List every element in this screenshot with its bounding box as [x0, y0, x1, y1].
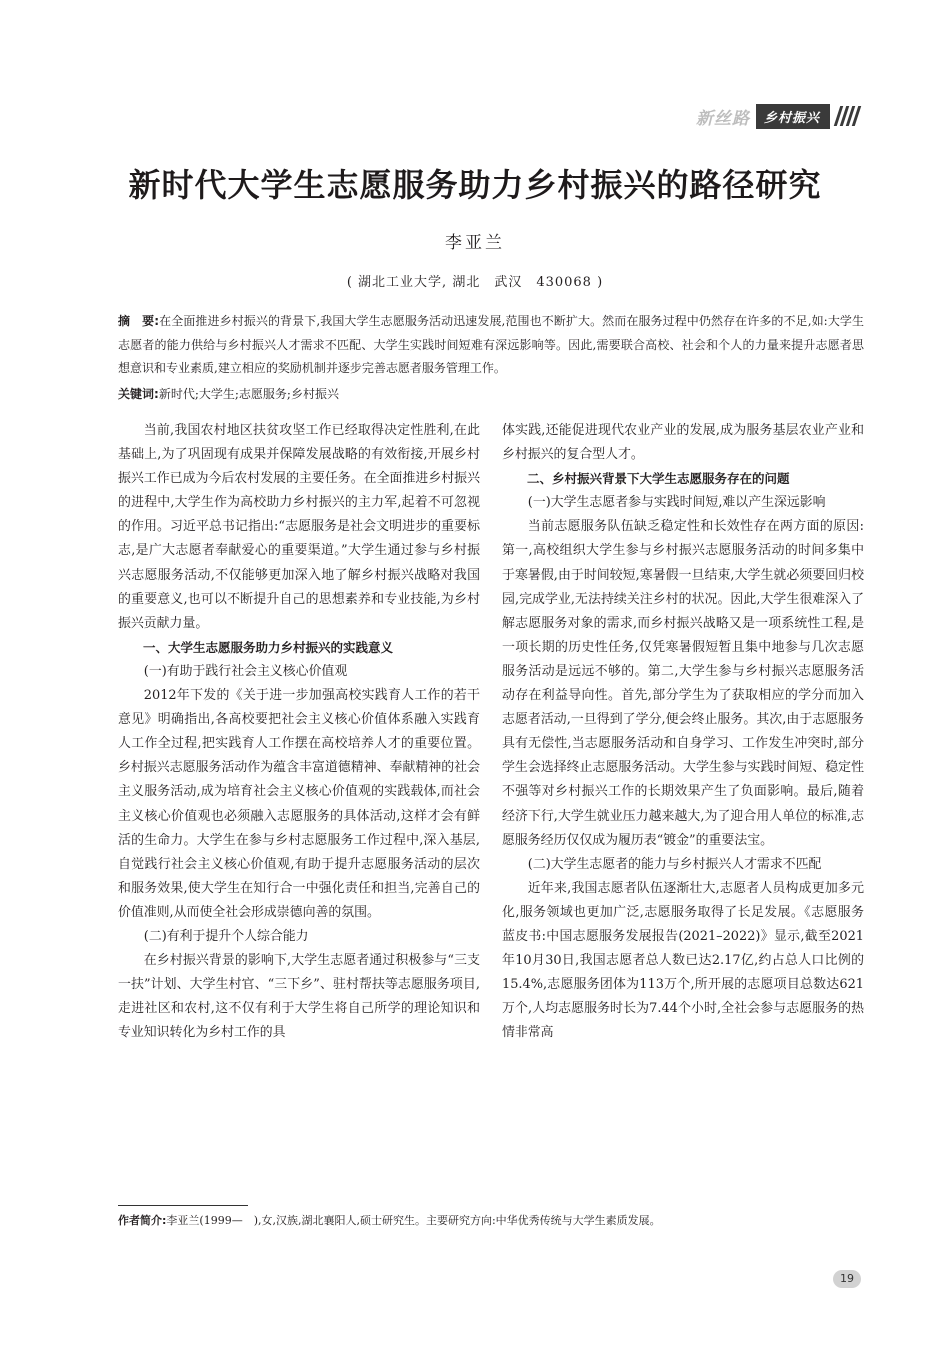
subsection-heading: (二)大学生志愿者的能力与乡村振兴人才需求不匹配: [527, 856, 822, 872]
paragraph: 2012年下发的《关于进一步加强高校实践育人工作的若干意见》明确指出,各高校要把社会主义核心价值体系融入实践育人工作全过程,把实践育人工作摆在高校培养人才的重要位置。乡村振兴志愿服务活动作为蕴含丰富道德精神、奉献精神的社会主义服务活动,成为培育社会主义核心价值观的实践载体,而社会主义核心价值观也必须融入志愿服务的具体活动,这样才会有鲜活的生命力。大学生在参与乡村志愿服务工作过程中,深入基层,自觉践行社会主义核心价值观,有助于提升志愿服务活动的层次和服务效果,使大学生在知行合一中强化责任和担当,完善自己的价值准则,从而使全社会形成崇德向善的氛围。: [118, 688, 480, 920]
subsection-heading: (一)有助于践行社会主义核心价值观: [143, 663, 348, 679]
footnote-text: 李亚兰(1999— ),女,汉族,湖北襄阳人,硕士研究生。主要研究方向:中华优秀传统与大学生素质发展。: [166, 1214, 661, 1227]
journal-brand: 新丝路: [695, 108, 750, 129]
abstract: [118, 310, 864, 381]
footnote-divider: [118, 1205, 248, 1206]
keywords: [118, 384, 864, 404]
subsection-heading: (一)大学生志愿者参与实践时间短,难以产生深远影响: [527, 495, 826, 511]
page-number: 19: [833, 1270, 861, 1288]
paragraph: 在乡村振兴背景的影响下,大学生志愿者通过积极参与“三支一扶”计划、大学生村官、“三下乡”、驻村帮扶等志愿服务项目,走进社区和农村,这不仅有利于大学生将自己所学的理论知识和专业知识转化为乡村工作的具: [118, 953, 480, 1041]
body-column-left: [118, 419, 480, 1045]
keywords-label: 关键词:: [118, 387, 159, 401]
paragraph: 体实践,还能促进现代农业产业的发展,成为服务基层农业产业和乡村振兴的复合型人才。: [502, 423, 864, 463]
section-label: 乡村振兴: [756, 104, 830, 129]
footnote-label: 作者简介:: [118, 1214, 167, 1227]
abstract-text: 在全面推进乡村振兴的背景下,我国大学生志愿服务活动迅速发展,范围也不断扩大。然而在服务过程中仍然存在许多的不足,如:大学生志愿者的能力供给与乡村振兴人才需求不匹配、大学生实践时间短难有深远影响等。因此,需要联合高校、社会和个人的力量来提升志愿者思想意识和专业素质,建立相应的奖励机制并逐步完善志愿者服务管理工作。: [118, 314, 864, 375]
author-name: 李亚兰: [445, 233, 505, 253]
article-title: 新时代大学生志愿服务助力乡村振兴的路径研究: [128, 166, 822, 204]
paragraph: 当前志愿服务队伍缺乏稳定性和长效性存在两方面的原因:第一,高校组织大学生参与乡村振兴志愿服务活动的时间多集中于寒暑假,由于时间较短,寒暑假一旦结束,大学生就必须要回归校园,完成学业,无法持续关注乡村的状况。因此,大学生很难深入了解志愿服务对象的需求,而乡村振兴战略又是一项系统性工程,是一项长期的历史性任务,仅凭寒暑假短暂且集中地参与几次志愿服务活动是远远不够的。第二,大学生参与乡村振兴志愿服务活动存在利益导向性。首先,部分学生为了获取相应的学分而加入志愿者活动,一旦得到了学分,便会终止服务。其次,由于志愿服务具有无偿性,当志愿服务活动和自身学习、工作发生冲突时,部分学生会选择终止志愿服务活动。大学生参与实践时间短、稳定性不强等对乡村振兴工作的长期效果产生了负面影响。最后,随着经济下行,大学生就业压力越来越大,为了迎合用人单位的标准,志愿服务经历仅仅成为履历表“镀金”的重要法宝。: [502, 519, 864, 848]
author-affiliation: ( 湖北工业大学, 湖北 武汉 430068 ): [346, 275, 604, 290]
paragraph: 近年来,我国志愿者队伍逐渐壮大,志愿者人员构成更加多元化,服务领域也更加广泛,志愿服务取得了长足发展。《志愿服务蓝皮书:中国志愿服务发展报告(2021–2022)》显示,截至2021年10月30日,我国志愿者总人数已达2.17亿,约占总人口比例的15.4%,志愿服务团体为113万个,所开展的志愿项目总数达621万个,人均志愿服务时长为7.44个小时,全社会参与志愿服务的热情非常高: [502, 880, 864, 1041]
body-column-right: [502, 419, 864, 1045]
abstract-label: 摘 要:: [118, 314, 160, 328]
keywords-text: 新时代;大学生;志愿服务;乡村振兴: [158, 387, 339, 401]
paragraph: 当前,我国农村地区扶贫攻坚工作已经取得决定性胜利,在此基础上,为了巩固现有成果并保障发展战略的有效衔接,开展乡村振兴工作已成为今后农村发展的主要任务。在全面推进乡村振兴的进程中,大学生作为高校助力乡村振兴的主力军,起着不可忽视的作用。习近平总书记指出:“志愿服务是社会文明进步的重要标志,是广大志愿者奉献爱心的重要渠道。”大学生通过参与乡村振兴志愿服务活动,不仅能够更加深入地了解乡村振兴战略对我国的重要意义,也可以不断提升自己的思想素养和专业技能,为乡村振兴贡献力量。: [118, 423, 480, 631]
decorative-slashes: [834, 106, 858, 126]
section-heading: 二、乡村振兴背景下大学生志愿服务存在的问题: [527, 471, 790, 487]
section-heading: 一、大学生志愿服务助力乡村振兴的实践意义: [143, 639, 394, 655]
subsection-heading: (二)有利于提升个人综合能力: [143, 928, 309, 944]
journal-header-tag: [696, 104, 858, 128]
author-bio-footnote: [118, 1211, 864, 1231]
